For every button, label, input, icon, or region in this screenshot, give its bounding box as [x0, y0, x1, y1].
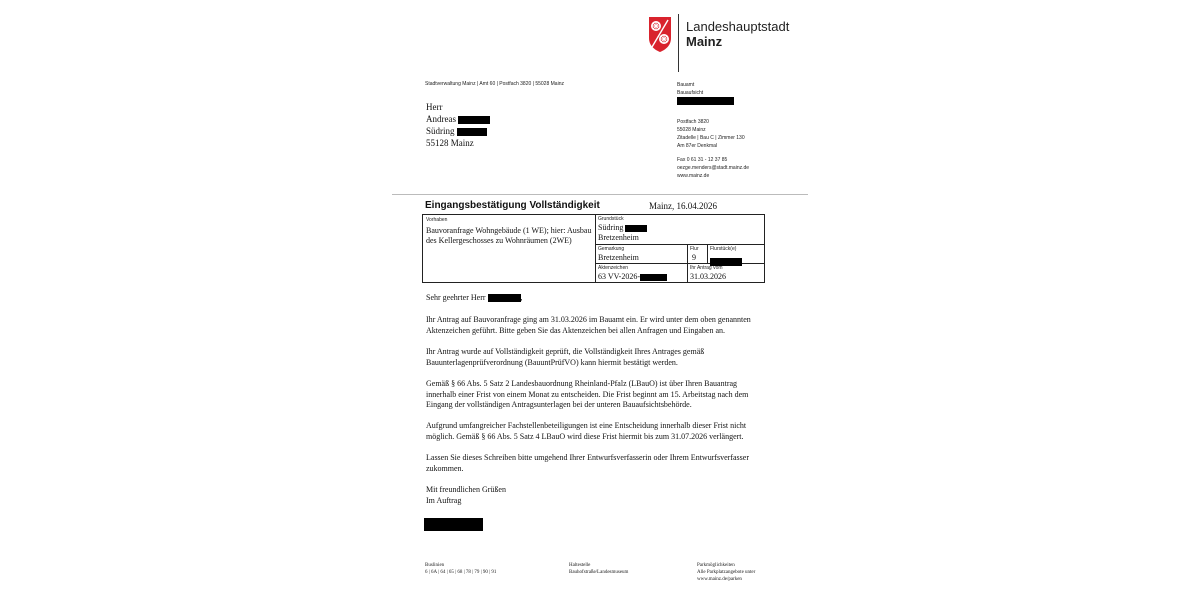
gemarkung-value: Bretzenheim: [598, 253, 639, 262]
flur-label: Flur: [690, 246, 699, 252]
header-rule: [392, 194, 808, 195]
letter-paragraph-1: Ihr Antrag auf Bauvoranfrage ging am 31.03.2026 im Bauamt ein. Er wird unter dem oben genannten Aktenzeichen geführt. Bitte geben Sie das Aktenzeichen bei allen Anfragen und Eingaben an.: [426, 315, 751, 335]
footer-stop-value: Bauhofstraße/Landesmuseum: [569, 570, 629, 575]
recipient-street-line: [426, 125, 490, 137]
aktenzeichen-label: Aktenzeichen: [598, 265, 629, 271]
footer-bus-lines: 6 | 6A | 64 | 65 | 68 | 78 | 79 | 90 | 91: [425, 570, 497, 575]
dept-contact-person: [677, 97, 749, 106]
recipient-address: [426, 101, 490, 149]
letter-paragraph-5: Lassen Sie dieses Schreiben bitte umgehend Ihrer Entwurfsverfasserin oder Ihrem Entwurfsverfasser zukommen.: [426, 453, 749, 473]
dept-division: Bauaufsicht: [677, 90, 704, 96]
dept-location: Am 87er Denkmal: [677, 143, 718, 149]
grundstueck-line2: Bretzenheim: [598, 233, 639, 242]
aktenzeichen-line: [598, 272, 667, 282]
letter-page: [392, 0, 808, 600]
letterhead-city-line1: Landeshauptstadt: [686, 19, 790, 34]
redacted-aktenzeichen: [640, 274, 667, 281]
flur-value: 9: [692, 253, 696, 262]
dept-web: www.mainz.de: [677, 173, 710, 179]
case-info-table: [422, 214, 765, 283]
antrag-label: Ihr Antrag vom: [690, 265, 723, 271]
aktenzeichen-value: 63 VV-2026-: [598, 272, 641, 281]
recipient-salutation: Herr: [426, 102, 443, 112]
dept-email: oezge.menders@stadt.mainz.de: [677, 165, 750, 171]
vorhaben-value: Bauvoranfrage Wohngebäude (1 WE); hier: Ausbau des Kellergeschosses zu Wohnräumen (2WE): [426, 226, 592, 245]
dept-postcode-city: 55028 Mainz: [677, 127, 706, 133]
letterhead-divider: [678, 14, 679, 72]
footer-parking: [697, 562, 755, 583]
dept-fax: Fax 0 61 31 - 12 37 85: [677, 157, 728, 163]
grundstueck-label: Grundstück: [598, 216, 624, 222]
redacted-house-number: [457, 128, 487, 136]
letter-greeting: Sehr geehrter Herr ,: [426, 293, 523, 302]
redacted-plot-number: [625, 225, 647, 232]
dept-postbox: Postfach 3820: [677, 119, 709, 125]
recipient-street: Südring: [426, 126, 455, 136]
letter-closing-2: Im Auftrag: [426, 496, 462, 505]
letter-date: Mainz, 16.04.2026: [649, 201, 717, 211]
redacted-contact-name: [677, 97, 734, 105]
letterhead-city-line2: Mainz: [686, 34, 723, 49]
grundstueck-line1: Südring: [598, 223, 647, 233]
mainz-coat-of-arms-icon: [648, 16, 672, 53]
antrag-value: 31.03.2026: [690, 272, 726, 281]
letter-paragraph-4: Aufgrund umfangreicher Fachstellenbeteiligungen ist eine Entscheidung innerhalb dieser Frist nicht möglich. Gemäß § 66 Abs. 5 Satz 4 LBauO wird diese Frist hiermit bis zum 31.07.2026 verlängert.: [426, 421, 747, 441]
flurstueck-label: Flurstück(e): [710, 246, 737, 252]
letter-subject: Eingangsbestätigung Vollständigkeit: [425, 200, 600, 211]
letter-paragraph-2: Ihr Antrag wurde auf Vollständigkeit geprüft, die Vollständigkeit Ihres Antrages gemäß Bauunterlagenprüfverordnung (BauuntPrüfVO) kann hiermit bestätigt werden.: [426, 347, 705, 367]
recipient-name-line: [426, 113, 490, 125]
footer-parking-label: Parkmöglichkeiten: [697, 563, 735, 568]
footer-bus: [425, 562, 496, 576]
footer-stop: [569, 562, 628, 576]
footer-parking-line2: www.mainz.de/parken: [697, 577, 742, 582]
redacted-addressee: [488, 294, 521, 302]
letter-closing-1: Mit freundlichen Grüßen: [426, 485, 506, 494]
redacted-signature: [424, 518, 483, 531]
footer-parking-line1: Alle Parkplatzangebote unter: [697, 570, 756, 575]
recipient-city: 55128 Mainz: [426, 138, 474, 148]
gemarkung-label: Gemarkung: [598, 246, 625, 252]
vorhaben-label: Vorhaben: [426, 217, 448, 223]
sender-line: Stadtverwaltung Mainz | Amt 60 | Postfach 3820 | 55028 Mainz: [425, 81, 564, 87]
dept-building: Zitadelle | Bau C | Zimmer 130: [677, 135, 745, 141]
footer-bus-label: Buslinien: [425, 563, 445, 568]
redacted-surname: [458, 116, 490, 124]
dept-office: Bauamt: [677, 82, 695, 88]
letter-paragraph-3: Gemäß § 66 Abs. 5 Satz 2 Landesbauordnung Rheinland-Pfalz (LBauO) ist über Ihren Bauantrag innerhalb einer Frist von einem Monat zu entscheiden. Die Frist beginnt am 15. Arbeitstag nach dem Eingang der vollständigen Antragsunterlagen bei der unteren Bauaufsichtsbehörde.: [426, 379, 749, 409]
footer-stop-label: Haltestelle: [569, 563, 591, 568]
recipient-first-name: Andreas: [426, 114, 456, 124]
department-info: [677, 81, 749, 180]
